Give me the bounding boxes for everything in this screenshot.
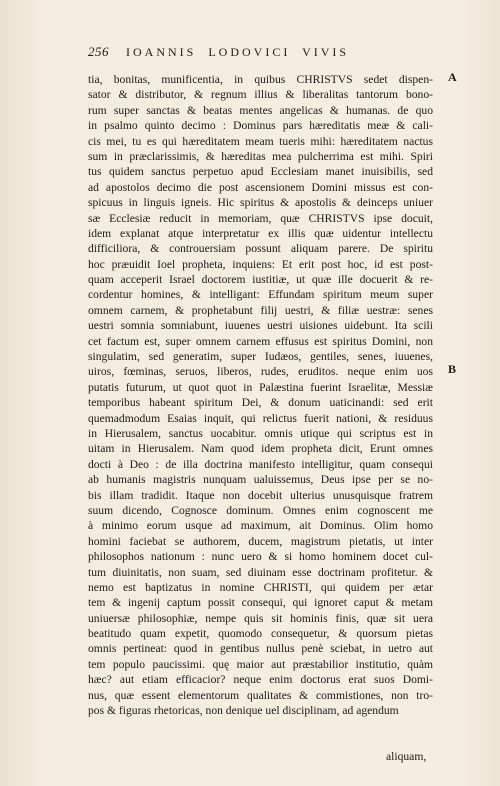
catchword: aliquam, bbox=[386, 750, 427, 763]
text-line: beatitudo quam expetit, quomodo consequetur, & quorsum pietas bbox=[88, 627, 433, 641]
text-line: uitam in Hierusalem. Nam quod idem propheta dicit, Erunt omnes bbox=[88, 442, 433, 456]
text-line: rum super sanctas & beatas mentes angelicas & humanas. de quo bbox=[88, 103, 433, 117]
text-line: quam acceperit Israel doctorem iustitiæ, ut quæ ille docuerit & re- bbox=[88, 273, 433, 287]
text-line: bis illam tradidit. Itaque non docebit ulterius unusquisque fratrem bbox=[88, 488, 433, 502]
text-line: in psalmo quinto decimo : Dominus pars hæreditatis meæ & cali- bbox=[88, 119, 433, 133]
text-line: tus quidem sanctus perpetuo apud Ecclesiam manet inuisibilis, sed bbox=[88, 165, 433, 179]
text-line: pos & figuras rhetoricas, non denique uel disciplinam, ad agendum bbox=[88, 704, 399, 718]
text-line: hæc? aut etiam efficacior? neque enim doctorus erat suos Domi- bbox=[88, 673, 433, 687]
text-line: suum dicendo, Cognosce dominum. Omnes enim cognoscent me bbox=[88, 503, 433, 517]
text-line: cordentur homines, & intelligant: Effundam spiritum meum super bbox=[88, 288, 433, 302]
text-line: idem explanat atque interpretatur ex illis quæ uidentur intellectu bbox=[88, 226, 433, 240]
text-line: cet factum est, super omnem carnem effusus est spiritus Domini, non bbox=[88, 334, 433, 348]
text-line: tum diuinitatis, non suam, sed diuinam esse doctrinam profitetur. & bbox=[88, 565, 433, 579]
text-line: sæ Ecclesiæ reducit in memoriam, quæ CHRISTVS ipse docuit, bbox=[88, 211, 433, 225]
margin-note-b: B bbox=[448, 362, 457, 376]
text-line: singulatim, sed generatim, super Iudæos, gentiles, senes, iuuenes, bbox=[88, 350, 433, 364]
text-line: tem & ingenij captum possit consequi, qui ignoret caput & metam bbox=[88, 596, 433, 610]
text-line: omnem carnem, & prophetabunt filij uestri, & filiæ uestræ: senes bbox=[88, 303, 433, 317]
text-line: ab humanis magistris nunquam ualuissemus, Deus ipse per se no- bbox=[88, 473, 433, 487]
text-line: uestri somnia somniabunt, iuuenes uestri uisiones uidebunt. Ita scili bbox=[88, 319, 433, 333]
text-line: tia, bonitas, munificentia, in quibus CHRISTVS sedet dispen- bbox=[88, 73, 433, 86]
text-line: quemadmodum Esaias inquit, qui relictus fuerit nationi, & residuus bbox=[88, 411, 433, 425]
text-line: à minimo eorum usque ad maximum, ait Dominus. Olim homo bbox=[88, 519, 433, 533]
text-line: uiros, fœminas, seruos, liberos, rudes, eruditos. neque enim uos bbox=[88, 365, 433, 379]
text-line: hoc præuidit Ioel propheta, inquiens: Et erit post hoc, id est post- bbox=[88, 257, 433, 271]
text-line: spicuus in linguis igneis. Hic spiritus & apostolis & deinceps uniuer bbox=[88, 196, 433, 210]
text-line: temporibus habeant spiritum Dei, & donum uaticinandi: sed erit bbox=[88, 396, 433, 410]
text-line: docti à Deo : de illa doctrina manifesto intelligitur, quam consequi bbox=[88, 457, 433, 471]
text-line: nus, quæ essent elementorum qualitates & commistiones, non tro- bbox=[88, 688, 433, 702]
text-line: difficiliora, & controuersiam possunt aliquam parere. De spiritu bbox=[88, 242, 433, 256]
text-line: tem populo paucissimi. quę maior aut præstabilior institutio, quàm bbox=[88, 657, 433, 671]
margin-note-a: A bbox=[448, 70, 457, 84]
running-head: IOANNIS LODOVICI VIVIS bbox=[126, 45, 350, 59]
body-text bbox=[88, 72, 433, 718]
text-line: putatis futurum, ut quot quot in Palæstina fuerint Israelitæ, Messiæ bbox=[88, 380, 433, 394]
text-line: omnis pertineat: quod in gentibus nullus penè sciebat, in uetro aut bbox=[88, 642, 433, 656]
text-line: cis mei, tu es qui hæreditatem meam tueris mihi: hæreditatem nactus bbox=[88, 134, 433, 148]
text-line: sum in præclarissimis, & hæreditas mea pulcherrima est mihi. Spiri bbox=[88, 149, 433, 163]
text-line: ad apostolos decimo die post ascensionem Domini missus est con- bbox=[88, 180, 433, 194]
text-line: in Hierusalem, sanctus uocabitur. omnis utique qui scriptus est in bbox=[88, 426, 433, 440]
page-header bbox=[88, 44, 418, 66]
text-line: uniuersæ philosophiæ, nempe quis sit hominis finis, quæ sit uera bbox=[88, 611, 433, 625]
text-line: philosophos nationum : nunc uero & si homo hominem docet cul- bbox=[88, 550, 433, 564]
text-line: sator & distributor, & regnum illius & liberalitas tantorum bono- bbox=[88, 88, 433, 102]
text-line: nemo est baptizatus in nomine CHRISTI, qui quidem per ætar bbox=[88, 580, 433, 594]
folio-number: 256 bbox=[88, 44, 109, 59]
text-line: homini faciebat se authorem, ducem, magistrum pietatis, ut inter bbox=[88, 534, 433, 548]
